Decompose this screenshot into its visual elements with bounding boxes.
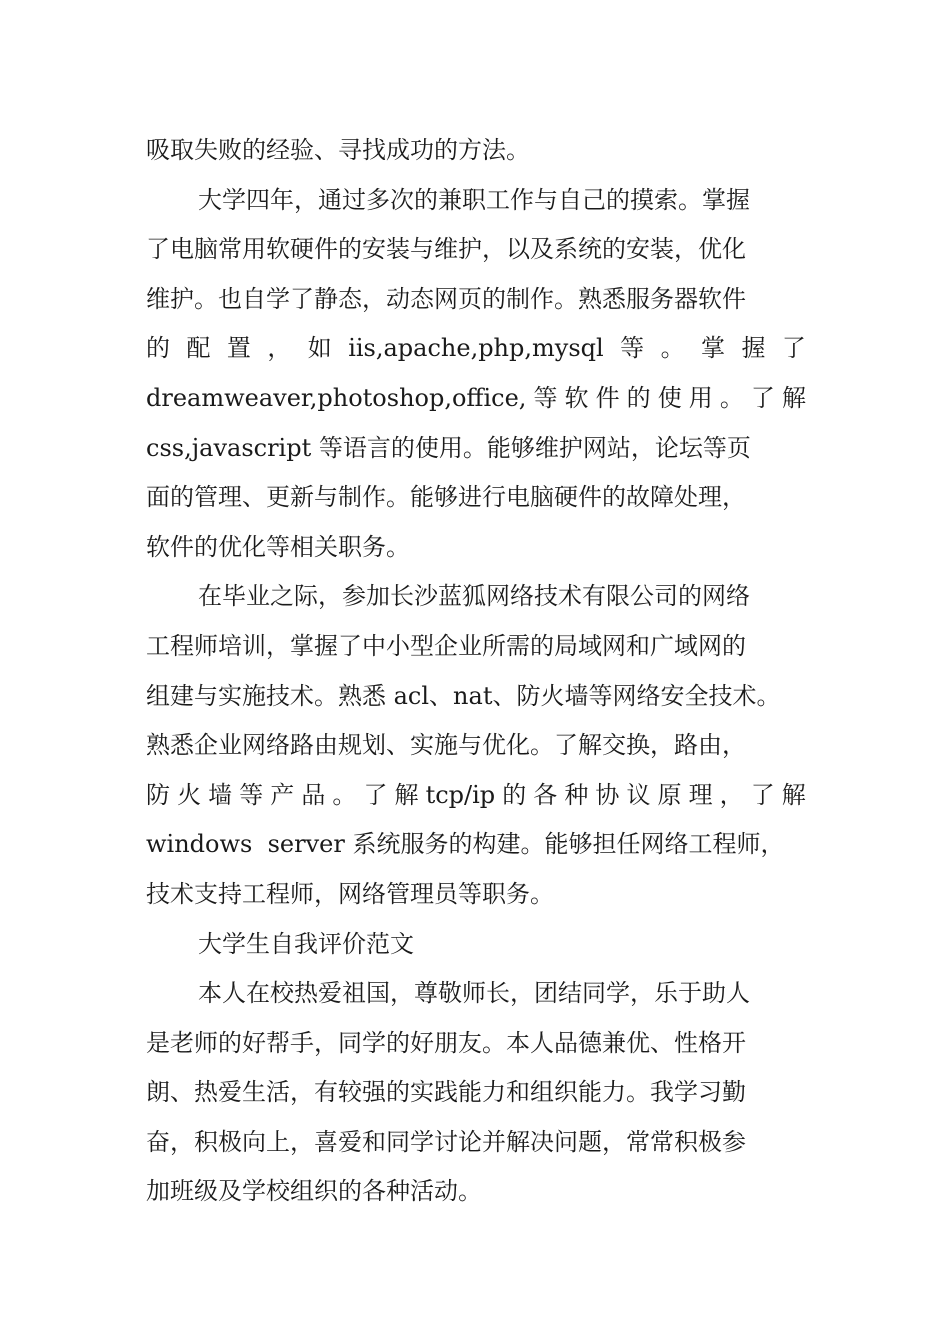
- paragraph-line: 软件的优化等相关职务。: [146, 532, 410, 561]
- text-fragment: 解: [781, 780, 806, 809]
- text-fragment: 产: [270, 780, 295, 809]
- text-fragment: 配: [186, 334, 211, 363]
- paragraph-line: 是老师的好帮手，同学的好朋友。本人品德兼优、性格开: [146, 1028, 746, 1057]
- text-fragment: 。: [660, 334, 685, 363]
- paragraph-line: 面的管理、更新与制作。能够进行电脑硬件的故障处理，: [146, 483, 746, 512]
- text-fragment: 的: [626, 383, 651, 412]
- paragraph-line: windows server 系统服务的构建。能够担任网络工程师，: [146, 830, 785, 859]
- text-fragment: 如: [307, 334, 332, 363]
- text-fragment: iis,apache,php,mysql: [348, 334, 604, 363]
- text-fragment: 原: [657, 780, 682, 809]
- text-fragment: 掌: [701, 334, 725, 363]
- text-fragment: 品: [301, 780, 326, 809]
- text-fragment: 握: [741, 334, 766, 363]
- text-fragment: 等: [620, 334, 645, 363]
- text-fragment: 墙: [208, 780, 233, 809]
- paragraph-line: 技术支持工程师，网络管理员等职务。: [146, 879, 554, 908]
- text-fragment: 理: [688, 780, 713, 809]
- text-fragment: 了: [750, 780, 775, 809]
- paragraph-line-justified: [146, 324, 806, 374]
- paragraph-line: 加班级及学校组织的各种活动。: [146, 1177, 482, 1206]
- text-fragment: 。: [719, 383, 744, 412]
- text-fragment: 协: [595, 780, 620, 809]
- text-fragment: 用: [688, 383, 713, 412]
- text-fragment: 软: [564, 383, 589, 412]
- paragraph-line: 了电脑常用软硬件的安装与维护，以及系统的安装，优化: [146, 235, 746, 264]
- text-fragment: ，: [267, 334, 292, 363]
- text-fragment: dreamweaver,photoshop,office,: [146, 383, 527, 412]
- document-body: [146, 126, 826, 1217]
- paragraph-line-justified: [146, 771, 806, 821]
- text-fragment: 。: [332, 780, 357, 809]
- text-fragment: 了: [781, 334, 806, 363]
- paragraph-line: 奋，积极向上，喜爱和同学讨论并解决问题，常常积极参: [146, 1127, 746, 1156]
- text-fragment: 置: [226, 334, 251, 363]
- paragraph-line: 组建与实施技术。熟悉 acl、nat、防火墙等网络安全技术。: [146, 681, 781, 710]
- text-fragment: 等: [533, 383, 558, 412]
- text-fragment: 件: [595, 383, 620, 412]
- text-fragment: 使: [657, 383, 682, 412]
- text-fragment: 解: [781, 383, 806, 412]
- paragraph-line: 吸取失败的经验、寻找成功的方法。: [146, 136, 530, 164]
- text-fragment: tcp/ip: [425, 780, 496, 809]
- paragraph-line-justified: [146, 374, 806, 424]
- section-heading: 大学生自我评价范文: [198, 929, 414, 958]
- text-fragment: 防: [146, 780, 170, 809]
- paragraph-line: 熟悉企业网络路由规划、实施与优化。了解交换，路由，: [146, 731, 746, 760]
- paragraph-line: 维护。也自学了静态，动态网页的制作。熟悉服务器软件: [146, 284, 746, 313]
- paragraph-line: css,javascript 等语言的使用。能够维护网站，论坛等页: [146, 433, 751, 462]
- text-fragment: 解: [394, 780, 419, 809]
- text-fragment: 的: [146, 334, 170, 363]
- text-fragment: 火: [177, 780, 202, 809]
- paragraph-line: 本人在校热爱祖国，尊敬师长，团结同学，乐于助人: [198, 979, 750, 1008]
- paragraph-line: 大学四年，通过多次的兼职工作与自己的摸索。掌握: [198, 185, 750, 214]
- paragraph-line: 工程师培训，掌握了中小型企业所需的局域网和广域网的: [146, 631, 746, 660]
- text-fragment: 的: [502, 780, 527, 809]
- text-fragment: 了: [363, 780, 388, 809]
- text-fragment: 等: [239, 780, 264, 809]
- paragraph-line: 朗、热爱生活，有较强的实践能力和组织能力。我学习勤: [146, 1078, 746, 1107]
- text-fragment: ，: [719, 780, 744, 809]
- text-fragment: 各: [533, 780, 558, 809]
- text-fragment: 议: [626, 780, 651, 809]
- text-fragment: 了: [750, 383, 775, 412]
- text-fragment: 种: [564, 780, 589, 809]
- paragraph-line: 在毕业之际，参加长沙蓝狐网络技术有限公司的网络: [198, 582, 750, 611]
